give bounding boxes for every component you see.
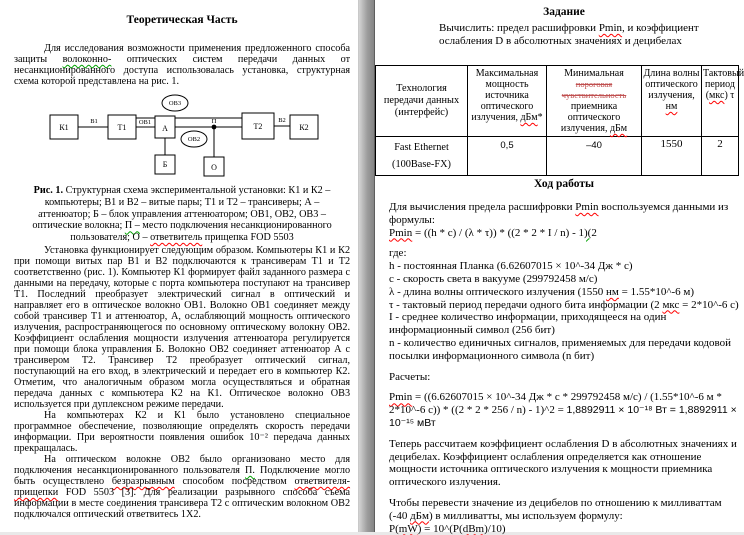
page-separator bbox=[359, 0, 374, 532]
figure-caption[interactable] bbox=[28, 185, 336, 244]
calculation-expression: Pmin = ((6.62607015 × 10^-34 Дж * с * 299792458 м/с) / (1.55*10^-6 м * 2*10^-6 с)) * ((2 * 2 * 256 / n) - 1)^2 = bbox=[389, 391, 722, 417]
paragraph-software[interactable]: На компьютерах К2 и К1 было установлено специальное программное обеспечение, позволяющие определять скорость передачи информации. При вероятности появления ошибок 10⁻² передача данных прекращалась. bbox=[14, 409, 351, 454]
diagram-label-k2: К2 bbox=[299, 123, 309, 132]
figure-caption-number: Рис. 1. bbox=[33, 185, 64, 196]
diagram-label-p: П bbox=[211, 118, 217, 125]
where-label[interactable]: где: bbox=[389, 247, 407, 260]
diagram-label-ov2: ОВ2 bbox=[187, 136, 201, 143]
definition-c[interactable]: c - скорость света в вакууме (299792458 м/с) bbox=[389, 272, 598, 285]
header-technology[interactable]: Технология передачи данных (интерфейс) bbox=[376, 66, 468, 137]
calculation-line[interactable] bbox=[389, 391, 739, 429]
figure-1-diagram bbox=[14, 91, 350, 183]
task-statement[interactable]: Вычислить: предел расшифровки Pmin, и коэффициент ослабления D в абсолютных значениях и децибелах bbox=[439, 22, 699, 47]
experimental-setup-diagram bbox=[42, 91, 322, 183]
table-data-row bbox=[376, 137, 739, 176]
left-page-title[interactable]: Теоретическая Часть bbox=[126, 14, 238, 26]
definition-i[interactable]: I - среднее количество информации, приходящееся на один информационный символ (256 бит) bbox=[389, 311, 667, 337]
parameters-table bbox=[375, 65, 744, 176]
calculation-result: 1,8892911 × 10⁻¹⁸ Вт = 1,8892911 × 10⁻¹⁵ мВт bbox=[389, 404, 737, 429]
diagram-label-o: О bbox=[211, 163, 217, 172]
header-clock-period[interactable]: Тактовый период (мкс) τ bbox=[702, 66, 739, 137]
formula-dbm-to-mw[interactable]: P(mW) = 10^(P(dBm)/10) bbox=[389, 522, 506, 535]
cell-technology[interactable]: Fast Ethernet (100Base-FX) bbox=[376, 137, 468, 176]
diagram-label-k1: К1 bbox=[59, 123, 69, 132]
diagram-label-v1: В1 bbox=[90, 118, 98, 125]
cell-min-sensitivity[interactable]: –40 bbox=[547, 137, 642, 176]
paragraph-dbm-conversion[interactable]: Чтобы перевести значение из децибелов по отношению к милливаттам (-40 дБм) в милливатты, мы используем формулу: bbox=[389, 496, 722, 522]
diagram-label-ov1: ОВ1 bbox=[138, 119, 152, 126]
cell-wavelength[interactable]: 1550 bbox=[642, 137, 702, 176]
header-min-sensitivity[interactable]: Минимальная пороговая чувствительность приемника оптического излучения, дБм bbox=[547, 66, 642, 137]
definition-n[interactable]: n - количество единичных сигналов, применяемых для передачи кодовой посылки информационного символа (n бит) bbox=[389, 336, 732, 362]
tap-point-dot bbox=[212, 125, 217, 130]
paragraph-formula-intro[interactable]: Для вычисления предела расшифровки Pmin воспользуемся данными из формулы: bbox=[389, 201, 729, 226]
task-title[interactable]: Задание bbox=[543, 6, 585, 18]
definition-h[interactable]: h - постоянная Планка (6.62607015 × 10^-34 Дж * с) bbox=[389, 260, 633, 273]
formula-pmin[interactable]: Pmin = ((h * c) / (λ * τ)) * ((2 * 2 * I / n) - 1)(2 bbox=[389, 226, 597, 239]
header-wavelength[interactable]: Длина волны оптического излучения, нм bbox=[642, 66, 702, 137]
cell-clock-period[interactable]: 2 bbox=[702, 137, 739, 176]
diagram-label-b: Б bbox=[162, 160, 168, 169]
paragraph-attenuation[interactable]: Теперь рассчитаем коэффициент ослабления D в абсолютных значениях и децибелах. Коэффициент ослабления определяется как отношение мощности источника оптического излучения к мощности приемника оптического излучения. bbox=[389, 437, 737, 489]
diagram-label-a: А bbox=[162, 124, 168, 133]
paragraph-operation[interactable]: Установка функционирует следующим образом. Компьютеры К1 и К2 при помощи витых пар В1 и В2 подключаются к трансиверам Т1 и Т2 соответственно (рис. 1). Компьютер К1 формирует файл заданного размера с данными на передачу, которые с порта компьютера поступают на трансивер Т1. Последний преобразует электрический сигнал в оптический и направляет его в оптическое волокно ОВ1. Волокно ОВ1 соединяет между собой трансивер Т1 и аттенюатор, А, ослабляющий мощность оптического излучения, распространяющегося по основному оптическому волокну ОВ2. Коэффициент ослабления мощности излучения аттенюатора регулируется при помощи блока управления Б. Волокно ОВ2 соединяет аттенюатор А с трансивером Т2. Трансивер Т2 преобразует оптический сигнал, поступающий на его вход, в электрический и передает его в компьютер К2. Отметим, что аналогичным образом могла осуществляться и обратная передача данных с компьютера К2 на К1. Оптическое волокно ОВ3 используется при дуплексном режиме передачи. bbox=[14, 244, 351, 410]
diagram-label-t2: Т2 bbox=[253, 122, 263, 131]
work-progress-title[interactable]: Ход работы bbox=[533, 178, 595, 190]
page-left[interactable] bbox=[0, 0, 359, 532]
page-right[interactable] bbox=[374, 0, 744, 535]
diagram-label-t1: Т1 bbox=[117, 123, 127, 132]
header-max-power[interactable]: Максимальная мощность источника оптического излучения, дБм* bbox=[468, 66, 547, 137]
table-header-row bbox=[376, 66, 739, 137]
cell-max-power[interactable]: 0,5 bbox=[468, 137, 547, 176]
figure-caption-text: Структурная схема экспериментальной установки: К1 и К2 – компьютеры; В1 и В2 – витые пары; Т1 и Т2 – трансиверы; А – аттенюатор; Б – блок управления аттенюатором; ОВ1, ОВ2, ОВ3 – оптические волокна; П – место подключения несанкционированного пользователя; О – ответвитель прищепка FOD 5503 bbox=[32, 185, 332, 244]
diagram-label-v2: В2 bbox=[278, 117, 286, 124]
calculations-label[interactable]: Расчеты: bbox=[389, 370, 431, 383]
definition-tau[interactable]: τ - тактовый период передачи одного бита информации (2 мкс = 2*10^-6 с) bbox=[389, 298, 739, 311]
paragraph-tap-point[interactable]: На оптическом волокне ОВ2 было организовано место для подключения несанкционированного пользователя П. Подключение могло быть осуществлено безразрывным способом посредством ответвителя-прищепки FOD 5503 [3]. Для реализации разрывного способа съема информации в месте соединения трансивера Т2 с оптическим волокном ОВ2 подключался оптический ответвитесь 1Х2. bbox=[14, 453, 351, 520]
definition-lambda[interactable]: λ - длина волны оптического излучения (1550 нм = 1.55*10^-6 м) bbox=[389, 285, 695, 298]
diagram-label-ov3: ОВ3 bbox=[168, 100, 182, 107]
paragraph-intro[interactable]: Для исследования возможности применения предложенного способа защиты волоконно- оптических систем передачи данных от несанкционированного доступа использовалась установка, структурная схема которой представлена на рис. 1. bbox=[14, 43, 351, 87]
